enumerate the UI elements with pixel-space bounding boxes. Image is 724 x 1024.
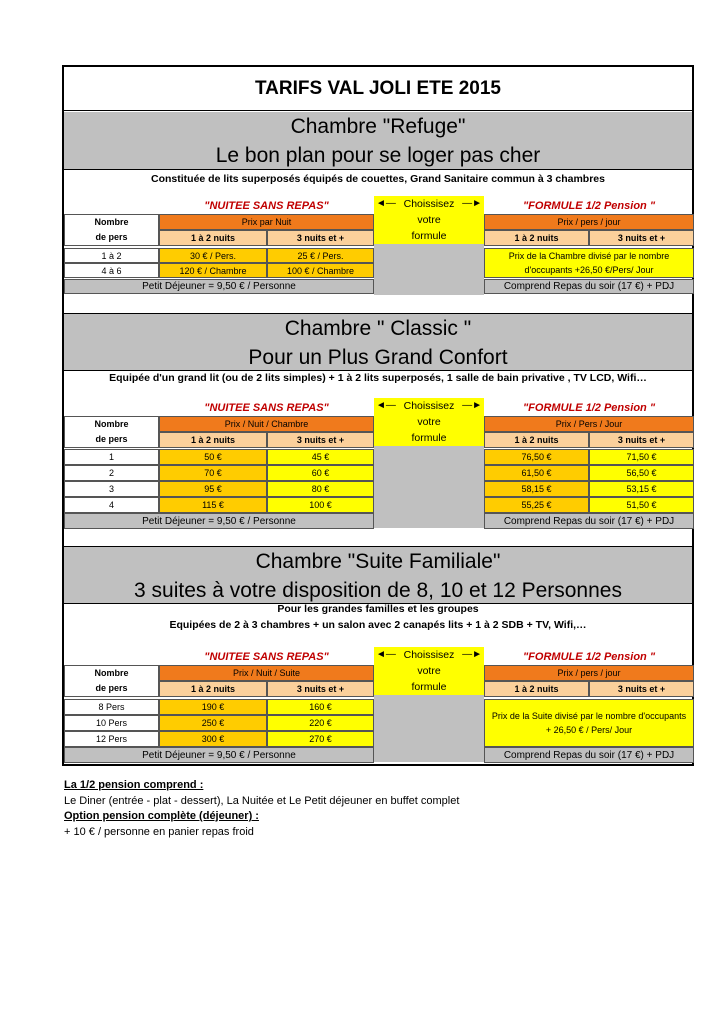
classic-right-header: Prix / Pers / Jour	[484, 416, 694, 432]
nb-label-1: Nombre	[94, 217, 129, 227]
suite-left-header: Prix / Nuit / Suite	[159, 665, 374, 681]
suite-col-c: 1 à 2 nuits	[484, 681, 589, 697]
arrow-left-icon: ◄—	[376, 198, 396, 209]
pension-notes	[64, 778, 459, 840]
chooser-line3: formule	[411, 230, 447, 242]
classic-row-a: 95 €	[159, 481, 267, 497]
suite-row-pers: 8 Pers	[64, 699, 159, 715]
notes-heading-2: Option pension complète (déjeuner) :	[64, 810, 259, 822]
suite-right-header: Prix / pers / jour	[484, 665, 694, 681]
classic-row-pers: 4	[64, 497, 159, 513]
refuge-right-note: Prix de la Chambre divisé par le nombre d'occupants +26,50 €/Pers/ Jour	[484, 248, 694, 278]
refuge-heading-line2: Le bon plan pour se loger pas cher	[215, 144, 541, 167]
classic-row-a: 50 €	[159, 449, 267, 465]
refuge-col-d: 3 nuits et +	[589, 230, 694, 246]
classic-chooser-gap	[374, 446, 484, 528]
suite-heading-line1: Chambre "Suite Familiale"	[255, 550, 501, 573]
classic-nb-header	[64, 416, 159, 448]
classic-row-b: 60 €	[267, 465, 374, 481]
classic-row-d: 53,15 €	[589, 481, 694, 497]
suite-row-a: 250 €	[159, 715, 267, 731]
suite-heading-line2: 3 suites à votre disposition de 8, 10 et 12 Personnes	[134, 579, 622, 602]
classic-row-d: 71,50 €	[589, 449, 694, 465]
chooser-line1: Choissisez	[403, 198, 455, 210]
refuge-dinner: Comprend Repas du soir (17 €) + PDJ	[484, 279, 694, 294]
classic-row-c: 61,50 €	[484, 465, 589, 481]
suite-description-1: Pour les grandes familles et les groupes	[277, 603, 479, 615]
chooser-line1: Choissisez	[403, 649, 455, 661]
nb-label-2: de pers	[95, 434, 128, 444]
suite-row-b: 270 €	[267, 731, 374, 747]
suite-col-a: 1 à 2 nuits	[159, 681, 267, 697]
notes-heading-1: La 1/2 pension comprend :	[64, 779, 204, 791]
nb-label-2: de pers	[95, 683, 128, 693]
refuge-chooser-gap	[374, 244, 484, 295]
refuge-nb-header	[64, 214, 159, 246]
arrow-right-icon: —►	[462, 400, 482, 411]
classic-right-title: "FORMULE 1/2 Pension "	[522, 402, 656, 414]
refuge-right-header: Prix / pers / jour	[484, 214, 694, 230]
classic-heading-line2: Pour un Plus Grand Confort	[248, 346, 508, 369]
suite-right-note: Prix de la Suite divisé par le nombre d'occupants + 26,50 € / Pers/ Jour	[484, 699, 694, 747]
classic-row-b: 100 €	[267, 497, 374, 513]
chooser-line3: formule	[411, 432, 447, 444]
classic-breakfast: Petit Déjeuner = 9,50 € / Personne	[64, 513, 374, 529]
page-title: TARIFS VAL JOLI ETE 2015	[64, 67, 692, 111]
chooser-line2: votre	[417, 416, 441, 428]
classic-row-c: 76,50 €	[484, 449, 589, 465]
suite-col-b: 3 nuits et +	[267, 681, 374, 697]
suite-col-d: 3 nuits et +	[589, 681, 694, 697]
arrow-left-icon: ◄—	[376, 649, 396, 660]
chooser-line2: votre	[417, 665, 441, 677]
classic-col-a: 1 à 2 nuits	[159, 432, 267, 448]
arrow-right-icon: —►	[462, 198, 482, 209]
tariff-sheet	[62, 65, 694, 766]
classic-row-a: 115 €	[159, 497, 267, 513]
classic-col-d: 3 nuits et +	[589, 432, 694, 448]
refuge-breakfast: Petit Déjeuner = 9,50 € / Personne	[64, 279, 374, 294]
classic-heading	[64, 313, 692, 371]
refuge-row-pers: 4 à 6	[64, 263, 159, 278]
refuge-col-b: 3 nuits et +	[267, 230, 374, 246]
suite-row-a: 190 €	[159, 699, 267, 715]
refuge-right-title: "FORMULE 1/2 Pension "	[522, 200, 656, 212]
refuge-left-title: "NUITEE SANS REPAS"	[204, 200, 329, 212]
classic-row-b: 45 €	[267, 449, 374, 465]
arrow-right-icon: —►	[462, 649, 482, 660]
refuge-col-a: 1 à 2 nuits	[159, 230, 267, 246]
classic-row-pers: 1	[64, 449, 159, 465]
refuge-heading-line1: Chambre "Refuge"	[290, 115, 466, 138]
classic-row-pers: 3	[64, 481, 159, 497]
classic-row-pers: 2	[64, 465, 159, 481]
refuge-row-pers: 1 à 2	[64, 248, 159, 263]
refuge-row-a: 30 € / Pers.	[159, 248, 267, 263]
classic-col-b: 3 nuits et +	[267, 432, 374, 448]
refuge-row-b: 25 € / Pers.	[267, 248, 374, 263]
nb-label-1: Nombre	[94, 668, 129, 678]
classic-row-d: 51,50 €	[589, 497, 694, 513]
refuge-heading	[64, 112, 692, 170]
nb-label-2: de pers	[95, 232, 128, 242]
classic-chooser	[374, 398, 484, 446]
suite-nb-header	[64, 665, 159, 697]
classic-left-header: Prix / Nuit / Chambre	[159, 416, 374, 432]
suite-dinner: Comprend Repas du soir (17 €) + PDJ	[484, 747, 694, 763]
nb-label-1: Nombre	[94, 419, 129, 429]
classic-row-a: 70 €	[159, 465, 267, 481]
classic-description: Equipée d'un grand lit (ou de 2 lits simples) + 1 à 2 lits superposés, 1 salle de bain privative , TV LCD, Wifi…	[109, 372, 647, 384]
suite-heading	[64, 546, 692, 604]
classic-col-c: 1 à 2 nuits	[484, 432, 589, 448]
chooser-line2: votre	[417, 214, 441, 226]
classic-row-c: 55,25 €	[484, 497, 589, 513]
refuge-col-c: 1 à 2 nuits	[484, 230, 589, 246]
chooser-line3: formule	[411, 681, 447, 693]
suite-chooser-gap	[374, 695, 484, 762]
classic-heading-line1: Chambre " Classic "	[284, 317, 472, 340]
suite-row-pers: 10 Pers	[64, 715, 159, 731]
refuge-row-a: 120 € / Chambre	[159, 263, 267, 278]
chooser-line1: Choissisez	[403, 400, 455, 412]
suite-right-title: "FORMULE 1/2 Pension "	[522, 651, 656, 663]
suite-description-2: Equipées de 2 à 3 chambres + un salon avec 2 canapés lits + 1 à 2 SDB + TV, Wifi,…	[169, 619, 587, 631]
suite-row-b: 220 €	[267, 715, 374, 731]
suite-chooser	[374, 647, 484, 695]
suite-left-title: "NUITEE SANS REPAS"	[204, 651, 329, 663]
refuge-left-header: Prix par Nuit	[159, 214, 374, 230]
arrow-left-icon: ◄—	[376, 400, 396, 411]
notes-text-1: Le Diner (entrée - plat - dessert), La Nuitée et Le Petit déjeuner en buffet complet	[64, 794, 460, 807]
classic-row-c: 58,15 €	[484, 481, 589, 497]
classic-row-b: 80 €	[267, 481, 374, 497]
refuge-description: Constituée de lits superposés équipés de couettes, Grand Sanitaire commun à 3 chambres	[151, 173, 605, 185]
suite-breakfast: Petit Déjeuner = 9,50 € / Personne	[64, 747, 374, 763]
suite-row-b: 160 €	[267, 699, 374, 715]
refuge-chooser	[374, 196, 484, 244]
classic-row-d: 56,50 €	[589, 465, 694, 481]
notes-text-2: + 10 € / personne en panier repas froid	[64, 825, 254, 838]
refuge-row-b: 100 € / Chambre	[267, 263, 374, 278]
classic-dinner: Comprend Repas du soir (17 €) + PDJ	[484, 513, 694, 529]
suite-row-a: 300 €	[159, 731, 267, 747]
classic-left-title: "NUITEE SANS REPAS"	[204, 402, 329, 414]
suite-row-pers: 12 Pers	[64, 731, 159, 747]
